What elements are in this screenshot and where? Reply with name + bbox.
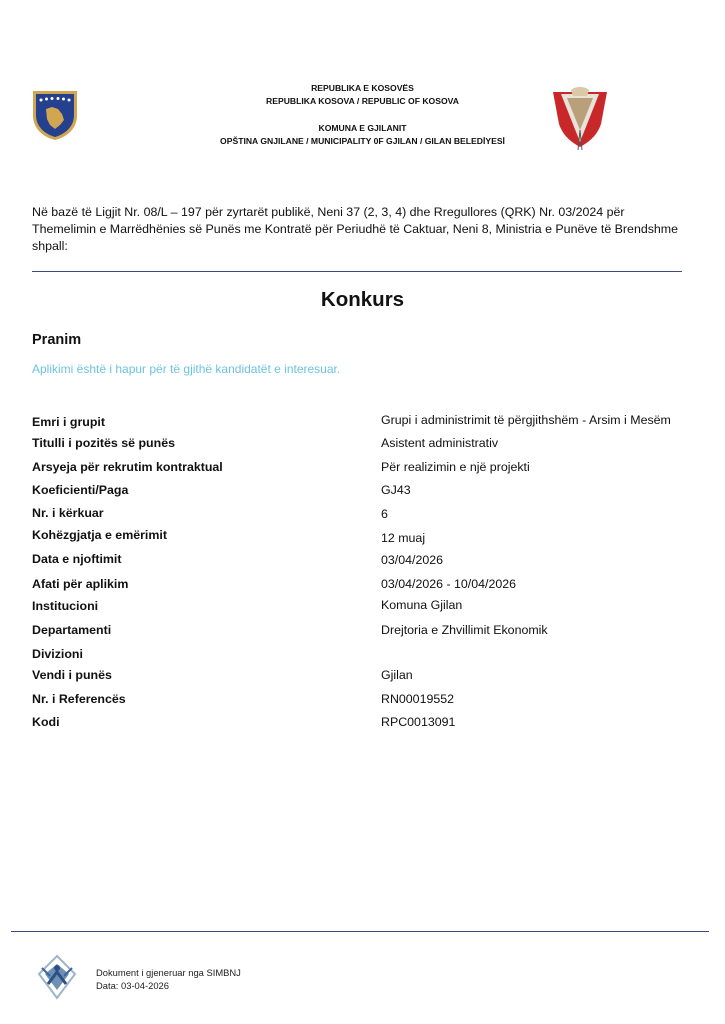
footer-date: Data: 03-04-2026: [96, 980, 169, 991]
field-label: Departamenti: [32, 623, 112, 637]
field-label: Divizioni: [32, 647, 83, 661]
field-label: Afati për aplikim: [32, 577, 129, 591]
footer-generated-by: Dokument i gjeneruar nga SIMBNJ: [96, 967, 241, 978]
field-label: Titulli i pozitës së punës: [32, 436, 175, 450]
eligibility-note: Aplikimi është i hapur për të gjithë kandidatët e interesuar.: [32, 362, 341, 376]
document-header: [0, 82, 725, 148]
field-value: 03/04/2026 - 10/04/2026: [381, 577, 517, 591]
field-label: Arsyeja për rekrutim kontraktual: [32, 460, 223, 474]
page-title: Konkurs: [320, 288, 405, 311]
field-value: Asistent administrativ: [381, 436, 499, 450]
field-label: Kodi: [32, 715, 60, 729]
field-label: Nr. i Referencës: [32, 692, 126, 706]
field-label: Vendi i punës: [32, 668, 112, 682]
section-title: Pranim: [32, 332, 82, 348]
legal-basis-paragraph: Në bazë të Ligjit Nr. 08/L – 197 për zyrtarët publikë, Neni 37 (2, 3, 4) dhe Rregullores (QRK) Nr. 03/2024 për Themelimin e Marrëdhënies së Punës me Kontratë për Periudhë të Caktuar, Neni 8, Ministria e Punëve të Brendshme shpall:: [32, 205, 679, 253]
footer-text: [96, 966, 241, 992]
footer-divider: [11, 931, 709, 932]
field-label: Kohëzgjatja e emërimit: [32, 528, 167, 542]
field-value: 03/04/2026: [381, 553, 444, 567]
field-value: Grupi i administrimit të përgjithshëm - Arsim i Mesëm: [381, 413, 671, 427]
simbnj-logo-icon: [36, 954, 78, 1000]
field-value: Për realizimin e një projekti: [381, 460, 530, 474]
field-value: Komuna Gjilan: [381, 598, 463, 612]
field-label: Institucioni: [32, 599, 99, 613]
field-label: Data e njoftimit: [32, 552, 122, 566]
header-line-2: REPUBLIKA KOSOVA / REPUBLIC OF KOSOVA: [266, 96, 459, 106]
header-divider: [32, 271, 682, 272]
header-line-4: OPŠTINA GNJILANE / MUNICIPALITY 0F GJILAN / GILAN BELEDİYESİ: [220, 136, 505, 146]
field-value: Gjilan: [381, 668, 413, 682]
field-value: Drejtoria e Zhvillimit Ekonomik: [381, 623, 548, 637]
field-label: Koeficienti/Paga: [32, 483, 129, 497]
field-value: RN00019552: [381, 692, 455, 706]
field-value: GJ43: [381, 483, 411, 497]
field-value: 6: [381, 507, 388, 521]
field-value: 12 muaj: [381, 531, 426, 545]
header-line-1: REPUBLIKA E KOSOVËS: [311, 83, 414, 93]
field-label: Emri i grupit: [32, 415, 105, 429]
gjilan-municipality-emblem-icon: [549, 84, 611, 150]
field-label: Nr. i kërkuar: [32, 506, 104, 520]
header-line-3: KOMUNA E GJILANIT: [318, 123, 407, 133]
field-value: RPC0013091: [381, 715, 456, 729]
